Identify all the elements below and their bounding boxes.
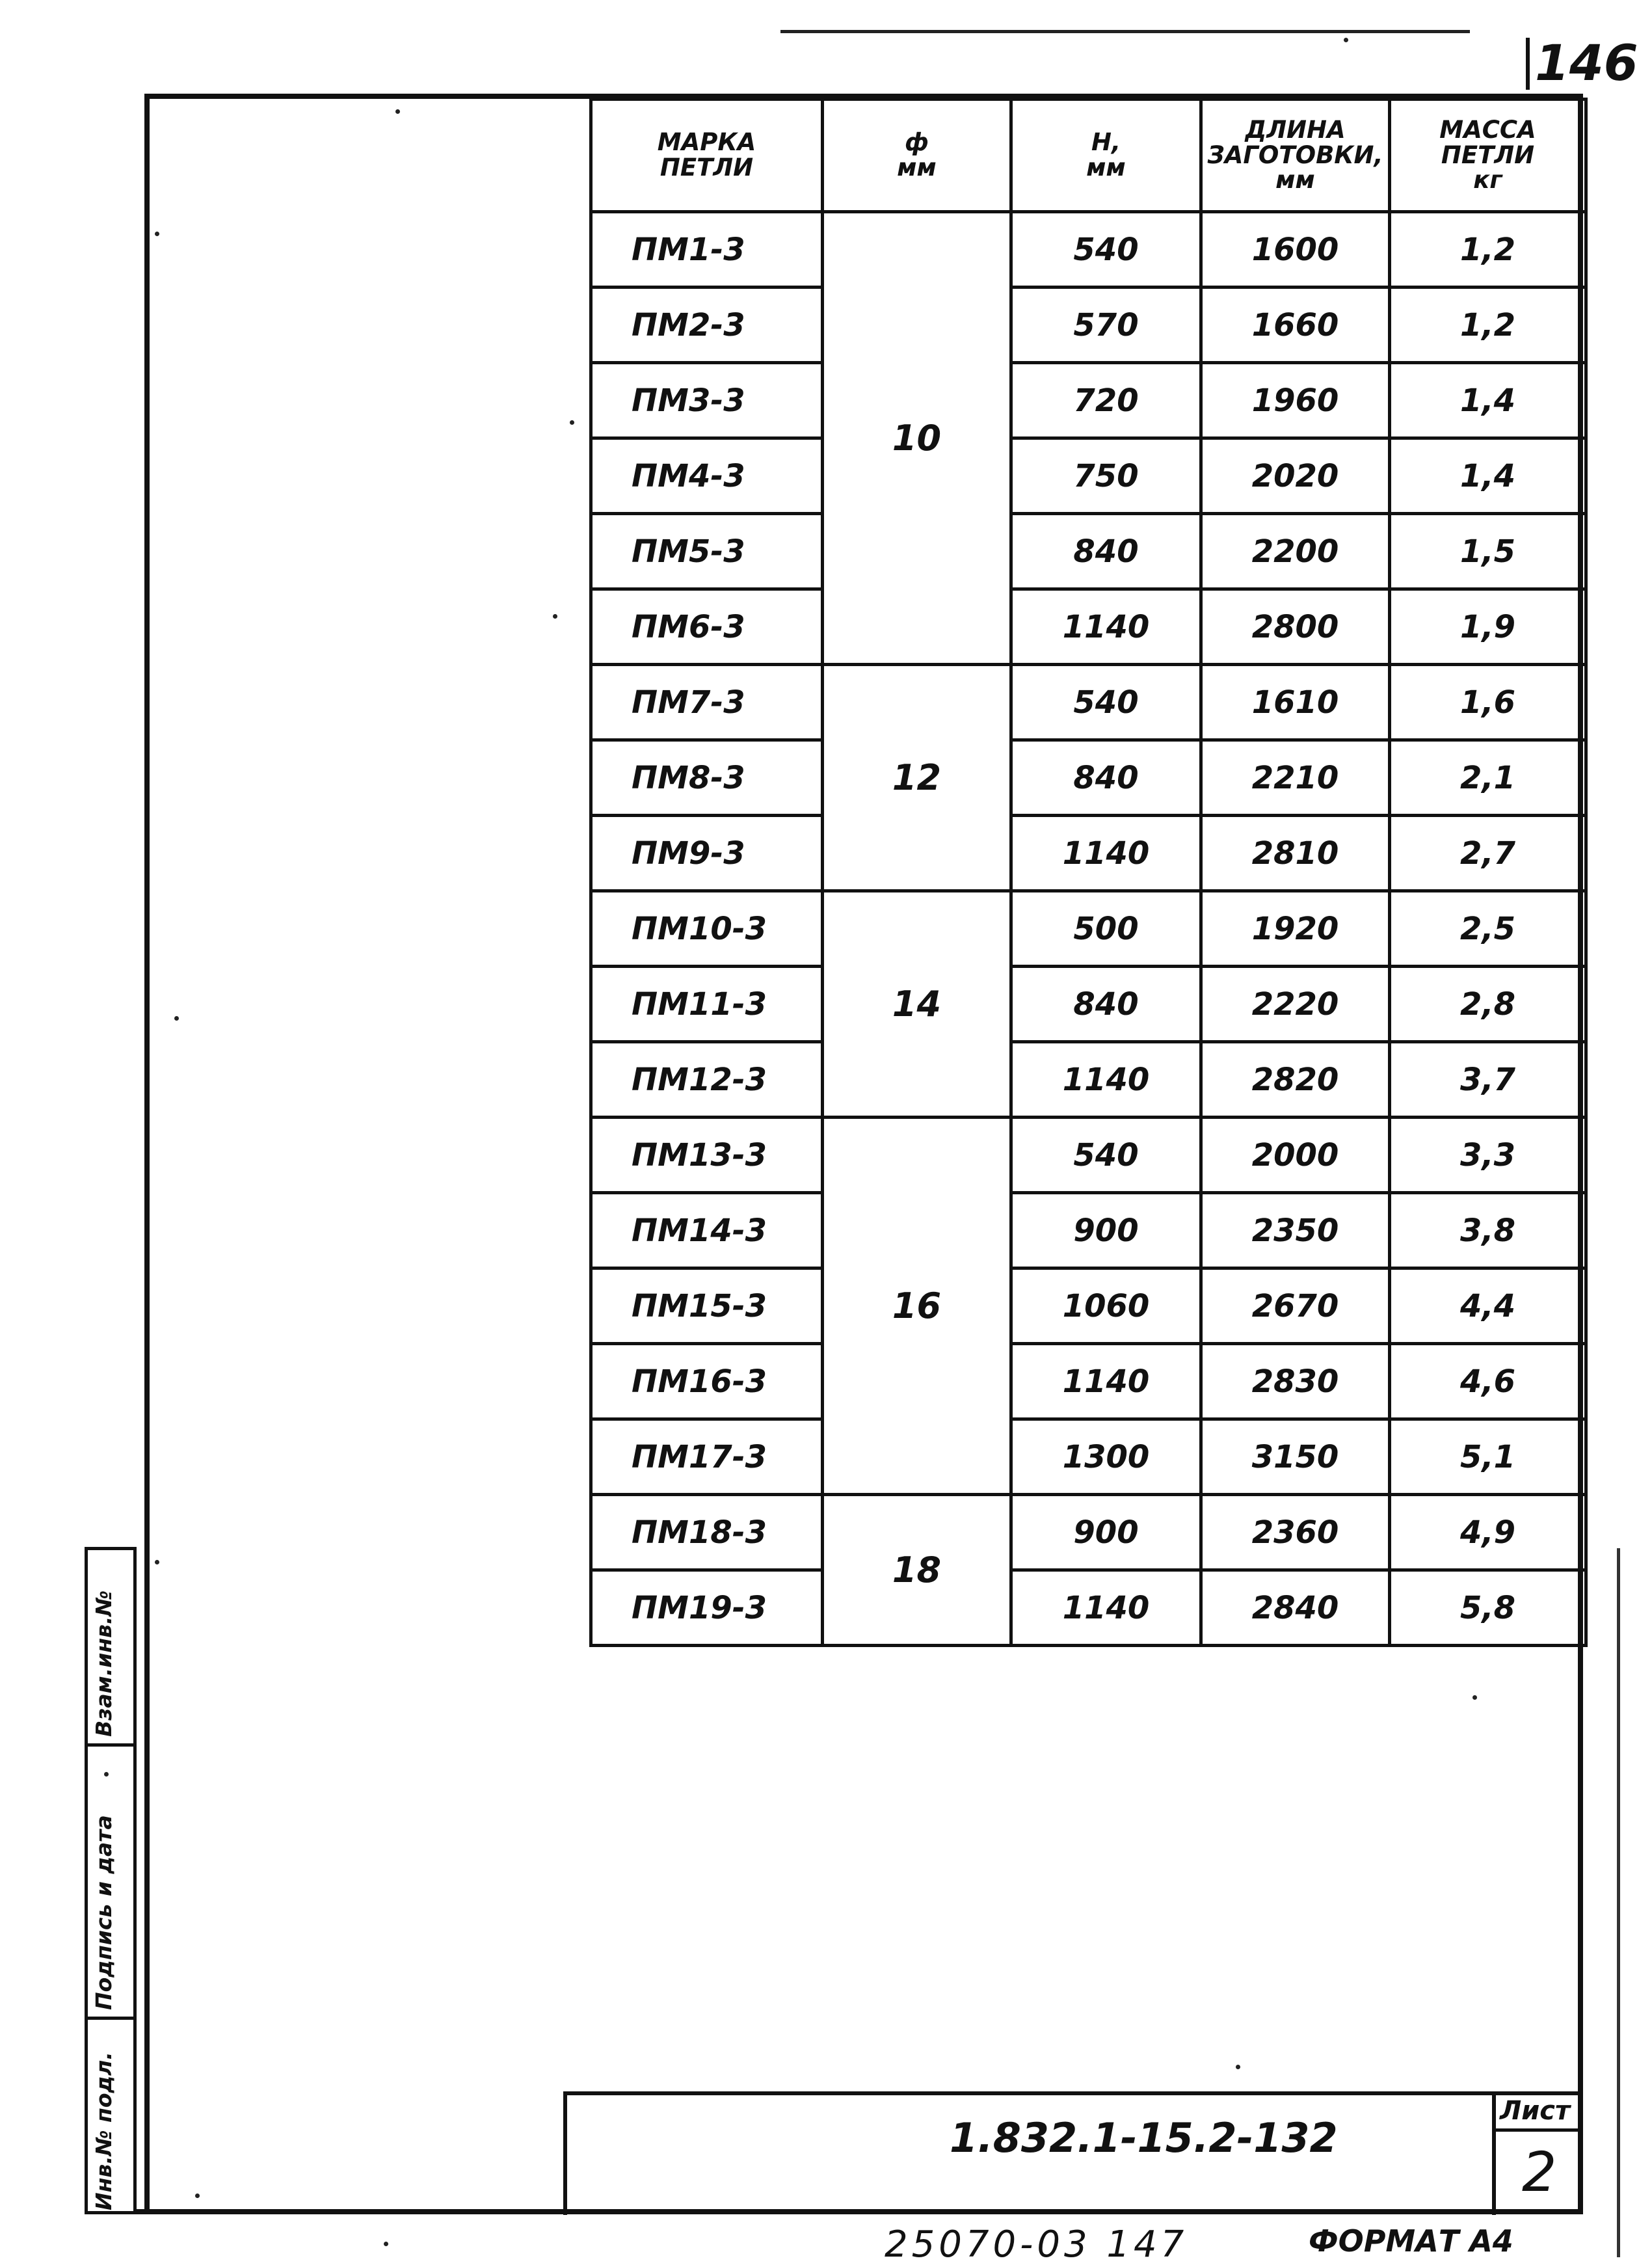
table-row <box>591 740 1586 816</box>
cell-height: 900 <box>1011 1193 1201 1268</box>
cell-mass: 1,6 <box>1390 665 1586 740</box>
table-row <box>591 816 1586 891</box>
cell-height: 1300 <box>1011 1419 1201 1495</box>
cell-length: 1920 <box>1201 891 1390 967</box>
right-edge-line <box>1617 1548 1620 2257</box>
table-row <box>591 891 1586 967</box>
scan-speck <box>1236 2065 1240 2069</box>
table-row <box>591 212 1586 288</box>
sheet-cell-divider <box>1492 2128 1583 2132</box>
header-mass-line1: МАССА <box>1439 115 1536 144</box>
table-row <box>591 1570 1586 1646</box>
cell-mass: 2,1 <box>1390 740 1586 816</box>
scan-speck <box>174 1016 179 1021</box>
header-length-line1: ДЛИНА <box>1245 115 1346 144</box>
header-length-line2: ЗАГОТОВКИ, <box>1207 141 1383 169</box>
cell-diameter: 14 <box>823 891 1011 1118</box>
cell-mass: 3,8 <box>1390 1193 1586 1268</box>
side-strip-divider <box>85 2017 137 2020</box>
cell-mass: 3,7 <box>1390 1042 1586 1118</box>
cell-height: 1140 <box>1011 1344 1201 1419</box>
cell-mark: ПМ16-3 <box>591 1344 823 1419</box>
cell-length: 2670 <box>1201 1268 1390 1344</box>
table-row <box>591 514 1586 589</box>
cell-mark: ПМ7-3 <box>591 665 823 740</box>
cell-length: 2350 <box>1201 1193 1390 1268</box>
table-row <box>591 589 1586 665</box>
page-number-divider <box>1526 38 1530 90</box>
cell-mark: ПМ5-3 <box>591 514 823 589</box>
cell-length: 2810 <box>1201 816 1390 891</box>
cell-length: 2840 <box>1201 1570 1390 1646</box>
cell-length: 2220 <box>1201 967 1390 1042</box>
table-row <box>591 1495 1586 1570</box>
cell-mark: ПМ8-3 <box>591 740 823 816</box>
table-row <box>591 665 1586 740</box>
cell-height: 840 <box>1011 514 1201 589</box>
document-designation: 1.832.1-15.2-132 <box>950 2114 1338 2162</box>
table-row <box>591 438 1586 514</box>
scan-speck <box>195 2193 200 2198</box>
cell-mark: ПМ11-3 <box>591 967 823 1042</box>
scan-speck <box>155 232 159 236</box>
header-length-line3: мм <box>1275 166 1315 195</box>
cell-mass: 2,7 <box>1390 816 1586 891</box>
format-label: ФОРМАТ А4 <box>1309 2223 1513 2259</box>
cell-height: 540 <box>1011 665 1201 740</box>
table-row <box>591 1118 1586 1193</box>
cell-height: 1140 <box>1011 589 1201 665</box>
header-length <box>1201 100 1390 212</box>
cell-height: 500 <box>1011 891 1201 967</box>
cell-height: 1140 <box>1011 816 1201 891</box>
cell-mass: 4,9 <box>1390 1495 1586 1570</box>
cell-mark: ПМ12-3 <box>591 1042 823 1118</box>
cell-mass: 1,5 <box>1390 514 1586 589</box>
cell-length: 2360 <box>1201 1495 1390 1570</box>
cell-mass: 3,3 <box>1390 1118 1586 1193</box>
cell-height: 540 <box>1011 212 1201 288</box>
scan-speck <box>1472 1695 1477 1700</box>
cell-mark: ПМ6-3 <box>591 589 823 665</box>
side-label-inv-podl: Инв.№ подл. <box>91 2052 116 2210</box>
cell-mass: 2,5 <box>1390 891 1586 967</box>
cell-length: 1600 <box>1201 212 1390 288</box>
cell-diameter: 16 <box>823 1118 1011 1495</box>
cell-length: 2830 <box>1201 1344 1390 1419</box>
cell-mass: 1,2 <box>1390 288 1586 363</box>
cell-length: 2820 <box>1201 1042 1390 1118</box>
cell-mark: ПМ4-3 <box>591 438 823 514</box>
cell-mark: ПМ19-3 <box>591 1570 823 1646</box>
scan-speck <box>384 2242 388 2246</box>
table-row <box>591 1419 1586 1495</box>
cell-mass: 4,4 <box>1390 1268 1586 1344</box>
table-row <box>591 1344 1586 1419</box>
cell-length: 2000 <box>1201 1118 1390 1193</box>
cell-mass: 5,1 <box>1390 1419 1586 1495</box>
header-mass-line2: ПЕТЛИ <box>1441 141 1535 169</box>
cell-mass: 1,4 <box>1390 438 1586 514</box>
cell-height: 720 <box>1011 363 1201 438</box>
cell-length: 1660 <box>1201 288 1390 363</box>
header-mass <box>1390 100 1586 212</box>
loops-spec-table <box>589 98 1588 1647</box>
table-row <box>591 1193 1586 1268</box>
frame-left-border <box>144 94 150 2214</box>
cell-mass: 5,8 <box>1390 1570 1586 1646</box>
scan-speck <box>155 1560 159 1564</box>
page-number: 146 <box>1535 34 1638 92</box>
cell-height: 840 <box>1011 740 1201 816</box>
cell-mark: ПМ10-3 <box>591 891 823 967</box>
cell-height: 900 <box>1011 1495 1201 1570</box>
header-diameter-line1: ф <box>905 128 929 157</box>
scan-speck <box>1344 38 1348 42</box>
cell-mark: ПМ3-3 <box>591 363 823 438</box>
cell-diameter: 18 <box>823 1495 1011 1646</box>
header-mass-line3: кг <box>1473 166 1502 195</box>
cell-mass: 1,4 <box>1390 363 1586 438</box>
side-label-podpis-data: Подпись и дата <box>91 1815 116 2010</box>
scan-speck <box>395 109 400 114</box>
header-mark-line1: МАРКА <box>657 128 756 157</box>
cell-length: 1610 <box>1201 665 1390 740</box>
cell-length: 1960 <box>1201 363 1390 438</box>
header-height-line1: Н, <box>1091 128 1121 157</box>
cell-length: 2200 <box>1201 514 1390 589</box>
cell-length: 3150 <box>1201 1419 1390 1495</box>
side-label-vzam-inv: Взам.инв.№ <box>91 1590 116 1737</box>
cell-diameter: 12 <box>823 665 1011 891</box>
table-row <box>591 363 1586 438</box>
cell-height: 1140 <box>1011 1042 1201 1118</box>
cell-length: 2210 <box>1201 740 1390 816</box>
cell-height: 570 <box>1011 288 1201 363</box>
cell-height: 1060 <box>1011 1268 1201 1344</box>
cell-height: 750 <box>1011 438 1201 514</box>
archive-number: 25070-03 147 <box>885 2223 1188 2266</box>
cell-mark: ПМ17-3 <box>591 1419 823 1495</box>
cell-mass: 1,9 <box>1390 589 1586 665</box>
cell-height: 540 <box>1011 1118 1201 1193</box>
scan-speck <box>570 420 574 425</box>
table-row <box>591 1268 1586 1344</box>
header-mark <box>591 100 823 212</box>
cell-mark: ПМ14-3 <box>591 1193 823 1268</box>
cell-mark: ПМ13-3 <box>591 1118 823 1193</box>
table-header-row <box>591 100 1586 212</box>
cell-mark: ПМ18-3 <box>591 1495 823 1570</box>
side-strip-divider <box>85 1743 137 1747</box>
header-diameter-line2: мм <box>897 154 937 181</box>
sheet-number: 2 <box>1522 2140 1557 2204</box>
cell-mark: ПМ9-3 <box>591 816 823 891</box>
header-height-line2: мм <box>1086 154 1126 181</box>
cell-mass: 2,8 <box>1390 967 1586 1042</box>
scan-speck <box>104 1772 109 1777</box>
table-row <box>591 1042 1586 1118</box>
cell-height: 1140 <box>1011 1570 1201 1646</box>
sheet-label: Лист <box>1500 2096 1571 2126</box>
cell-mark: ПМ15-3 <box>591 1268 823 1344</box>
cell-diameter: 10 <box>823 212 1011 665</box>
cell-mass: 4,6 <box>1390 1344 1586 1419</box>
header-mark-line2: ПЕТЛИ <box>659 154 754 181</box>
cell-length: 2020 <box>1201 438 1390 514</box>
cell-height: 840 <box>1011 967 1201 1042</box>
table-row <box>591 967 1586 1042</box>
cell-mark: ПМ2-3 <box>591 288 823 363</box>
top-edge-line <box>780 30 1470 33</box>
table-row <box>591 288 1586 363</box>
cell-mark: ПМ1-3 <box>591 212 823 288</box>
header-diameter <box>823 100 1011 212</box>
cell-mass: 1,2 <box>1390 212 1586 288</box>
scan-speck <box>553 614 557 619</box>
header-height <box>1011 100 1201 212</box>
cell-length: 2800 <box>1201 589 1390 665</box>
